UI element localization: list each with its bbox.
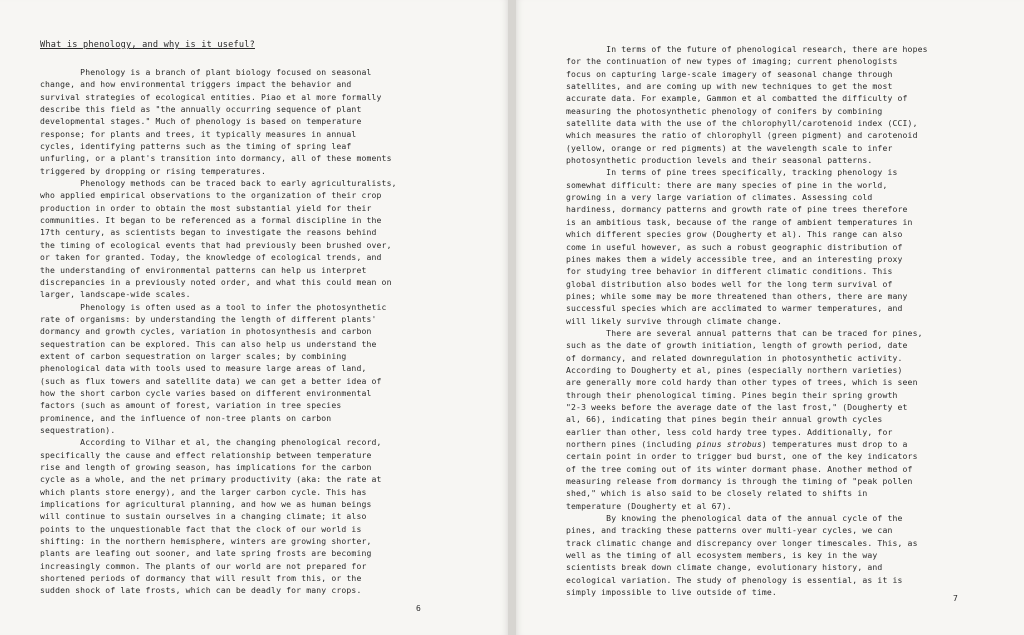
text-line: shortened periods of dormancy that will result from this, or the [40,573,362,584]
text-line: Phenology methods can be traced back to early agriculturalists, [40,178,397,189]
text-line: such as the date of growth initiation, length of growth period, date [566,340,908,351]
text-line: phenological data with tools used to measure large areas of land, [40,363,367,374]
text-line: will continue to sustain ourselves in a changing climate; it also [40,511,367,522]
text-line: who applied empirical observations to the organization of their crop [40,190,382,201]
text-line: northern pines (including pinus strobus) temperatures must drop to a [566,439,908,449]
text-line: for the continuation of new types of imaging; current phenologists [566,56,898,67]
text-line: accurate data. For example, Gammon et al combatted the difficulty of [566,93,908,104]
text-line: prominence, and the influence of non-tree plants on carbon [40,412,332,423]
text-line: satellites, and are coming up with new techniques to get the most [566,81,893,92]
text-line: track climatic change and discrepancy over longer timescales. This, as [566,537,918,548]
text-line: specifically the cause and effect relationship between temperature [40,449,372,460]
text-line: extent of carbon sequestration on larger scales; by combining [40,350,347,361]
text-line: sequestration). [40,424,116,435]
text-line: Phenology is often used as a tool to infer the photosynthetic [40,301,387,312]
text-line: measuring the photosynthetic phenology of conifers by combining [566,105,883,116]
text-line: or taken for granted. Today, the knowledge of ecological trends, and [40,252,382,263]
text-line: change, and how environmental triggers impact the behavior and [40,79,352,90]
page-number-left: 6 [416,604,421,613]
text-line: earlier than other, less cold hardy tree types. Additionally, for [566,426,893,437]
text-line: global distribution also bodes well for the long term survival of [566,278,893,289]
text-line: rise and length of growing season, has implications for the carbon [40,462,372,472]
text-line: well as the timing of all ecosystem members, is key in the way [566,550,878,561]
text-line: hardiness, dormancy patterns and growth rate of pine trees therefore [566,204,908,215]
text-line: plants are leafing out sooner, and late spring frosts are becoming [40,548,372,559]
text-line: According to Dougherty et al, pines (especially northern varieties) [566,364,903,375]
text-line: survival strategies of ecological entities. Piao et al more formally [40,91,382,102]
text-line: which different species grow (Dougherty et al). This range can also [566,229,903,240]
section-heading: What is phenology, and why is it useful? [40,40,255,50]
text-line: pines; while some may be more threatened than others, there are many [566,290,908,301]
text-line: sequestration can be explored. This can also help us understand the [40,338,377,349]
text-line: dormancy and growth cycles, variation in photosynthesis and carbon [40,326,372,337]
text-line: (yellow, orange or red pigments) at the wavelength scale to infer [566,142,893,153]
text-line: unfurling, or a plant's transition into dormancy, all of these moments [40,153,392,164]
text-line: focus on capturing large-scale imagery of seasonal change through [566,68,893,79]
text-line: implications for agricultural planning, and how we as human beings [40,499,372,510]
text-line: In terms of pine trees specifically, tracking phenology is [566,167,898,178]
text-line: of dormancy, and related downregulation in photosynthetic activity. [566,352,903,363]
text-line: certain point in order to trigger bud burst, one of the key indicators [566,451,918,462]
text-line: somewhat difficult: there are many species of pine in the world, [566,179,888,190]
text-line: is an ambitious task, because of the range of ambient temperatures in [566,216,913,227]
text-line: response; for plants and trees, it typically measures in annual [40,128,357,139]
text-line: are generally more cold hardy than other types of trees, which is seen [566,377,918,388]
left-page [0,0,508,635]
text-line: (such as flux towers and satellite data) we can get a better idea of [40,375,382,386]
text-line: shifting: in the northern hemisphere, winters are growing shorter, [40,536,372,547]
text-line: sudden shock of late frosts, which can be deadly for many crops. [40,585,362,596]
text-line: cycles, identifying patterns such as the timing of spring leaf [40,141,352,152]
book-gutter [508,0,516,635]
text-line: successful species which are acclimated to warmer temperatures, and [566,303,903,314]
text-line: pines, and tracking these patterns over multi-year cycles, we can [566,525,893,536]
text-line: rate of organisms: by understanding the length of different plants' [40,313,377,324]
text-line: factors (such as amount of forest, variation in tree species [40,400,342,411]
text-line: Phenology is a branch of plant biology focused on seasonal [40,67,372,77]
text-line: "2-3 weeks before the average date of the last frost," (Dougherty et [566,401,908,412]
text-line: how the short carbon cycle varies based on different environmental [40,387,372,398]
text-line: describe this field as "the annually occurring sequence of plant [40,104,362,115]
text-line: 17th century, as scientists began to investigate the reasons behind [40,227,377,238]
text-line: points to the unquestionable fact that the clock of our world is [40,523,362,534]
text-line: will likely survive through climate change. [566,315,782,326]
text-line: the timing of ecological events that had previously been brushed over, [40,239,392,250]
text-line: simply impossible to live outside of time. [566,587,777,598]
text-line: There are several annual patterns that can be traced for pines, [566,327,923,338]
text-line: larger, landscape-wide scales. [40,289,191,300]
text-line: which measures the ratio of chlorophyll (green pigment) and carotenoid [566,130,918,141]
text-line: triggered by dropping or rising temperatures. [40,165,267,176]
text-line: ecological variation. The study of phenology is essential, as it is [566,574,903,585]
text-line: communities. It began to be referenced as a formal discipline in the [40,215,382,226]
right-page-body [566,43,928,598]
text-line: temperature (Dougherty et al 67). [566,500,732,511]
text-line: which plants store energy), and the larger carbon cycle. This has [40,486,367,497]
text-line: through their phenological timing. Pines begin their spring growth [566,389,898,400]
text-line: measuring release from dormancy is through the timing of "peak pollen [566,476,913,487]
left-page-body [40,66,397,597]
text-line: growing in a very large variation of climates. Assessing cold [566,192,873,203]
text-line: increasingly common. The plants of our world are not prepared for [40,560,367,571]
text-line: scientists break down climate change, evolutionary history, and [566,562,883,573]
text-line: of the tree coming out of its winter dormant phase. Another method of [566,463,913,474]
text-line: discrepancies in a previously noted order, and what this could mean on [40,276,392,287]
text-line: for studying tree behavior in different climatic conditions. This [566,266,893,277]
text-line: come in useful however, as such a robust geographic distribution of [566,241,903,252]
text-line: production in order to obtain the most substantial yield for their [40,202,372,213]
text-line: In terms of the future of phenological research, there are hopes [566,44,928,54]
text-line: al, 66), indicating that pines begin their annual growth cycles [566,414,883,425]
text-line: photosynthetic production levels and their seasonal patterns. [566,155,873,166]
text-line: satellite data with the use of the chlorophyll/carotenoid index (CCI), [566,118,918,129]
text-line: developmental stages." Much of phenology is based on temperature [40,116,362,127]
text-line: pines makes them a widely accessible tree, and an interesting proxy [566,253,903,264]
text-line: By knowing the phenological data of the annual cycle of the [566,513,903,524]
text-line: shed," which is also said to be closely related to shifts in [566,488,868,499]
text-line: the understanding of environmental patterns can help us interpret [40,264,367,275]
right-page [516,0,1024,635]
page-number-right: 7 [953,594,958,603]
text-line: cycle as a whole, and the net primary productivity (aka: the rate at [40,474,382,485]
text-line: According to Vilhar et al, the changing phenological record, [40,437,382,448]
